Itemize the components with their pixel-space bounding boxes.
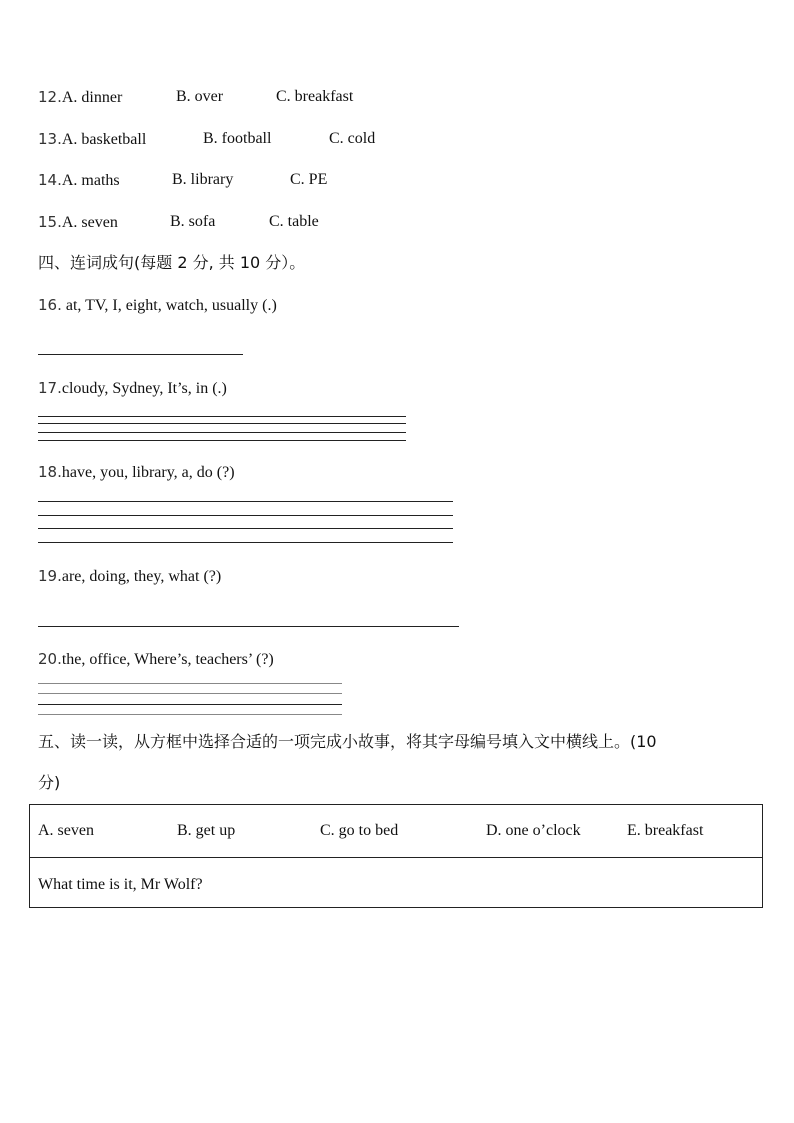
- answer-line[interactable]: [38, 714, 342, 715]
- option-a: A. seven: [61, 214, 118, 231]
- question-number: 17.: [38, 379, 62, 397]
- question-17: [38, 378, 227, 399]
- answer-line[interactable]: [38, 432, 406, 433]
- option-a: A. maths: [61, 172, 120, 189]
- word-bank-options-row: [30, 805, 762, 858]
- question-number: 19.: [38, 567, 62, 585]
- word-list: at, TV, I, eight, watch, usually (.): [61, 297, 277, 314]
- answer-line[interactable]: [38, 693, 342, 694]
- option-c: C. PE: [290, 171, 328, 188]
- question-13: [38, 129, 146, 150]
- option-b: B. football: [203, 130, 272, 147]
- option-c: C. cold: [329, 130, 376, 147]
- word-bank-option-c: C. go to bed: [320, 822, 399, 839]
- option-b: B. library: [172, 171, 234, 188]
- word-list: have, you, library, a, do (?): [61, 464, 235, 481]
- word-list: are, doing, they, what (?): [61, 568, 222, 585]
- question-14: [38, 170, 120, 191]
- option-b: B. sofa: [170, 213, 216, 230]
- word-bank-box: [29, 804, 763, 908]
- answer-line[interactable]: [38, 416, 406, 417]
- section-4-heading: 四、连词成句(每题 2 分, 共 10 分）。: [38, 253, 306, 272]
- section-5-heading: 五、读一读，从方框中选择合适的一项完成小故事，将其字母编号填入文中横线上。(10: [38, 732, 657, 751]
- word-bank-option-e: E. breakfast: [627, 822, 704, 839]
- question-18: [38, 462, 235, 483]
- answer-line[interactable]: [38, 440, 406, 441]
- question-15: [38, 212, 118, 233]
- question-number: 20.: [38, 650, 62, 668]
- word-bank-option-d: D. one o’clock: [486, 822, 581, 839]
- answer-line[interactable]: [38, 501, 453, 502]
- question-number: 12.: [38, 88, 62, 106]
- option-a: A. basketball: [61, 131, 147, 148]
- question-20: [38, 649, 274, 670]
- answer-line[interactable]: [38, 683, 342, 684]
- answer-line[interactable]: [38, 704, 342, 705]
- section-5-heading-cont: 分): [38, 773, 61, 792]
- question-19: [38, 566, 221, 587]
- option-c: C. table: [269, 213, 319, 230]
- answer-line[interactable]: [38, 515, 453, 516]
- answer-line[interactable]: [38, 542, 453, 543]
- answer-line[interactable]: [38, 528, 453, 529]
- question-number: 15.: [38, 213, 62, 231]
- word-list: the, office, Where’s, teachers’ (?): [61, 651, 274, 668]
- question-number: 13.: [38, 130, 62, 148]
- answer-line[interactable]: [38, 423, 406, 424]
- word-bank-option-b: B. get up: [177, 822, 236, 839]
- answer-line[interactable]: [38, 354, 243, 355]
- answer-line[interactable]: [38, 626, 459, 627]
- word-bank-option-a: A. seven: [38, 822, 94, 839]
- question-number: 16.: [38, 296, 62, 314]
- story-prompt: What time is it, Mr Wolf?: [38, 876, 203, 893]
- option-b: B. over: [176, 88, 224, 105]
- option-c: C. breakfast: [276, 88, 354, 105]
- question-12: [38, 87, 122, 108]
- question-number: 14.: [38, 171, 62, 189]
- option-a: A. dinner: [61, 89, 123, 106]
- word-list: cloudy, Sydney, It’s, in (.): [61, 380, 227, 397]
- question-number: 18.: [38, 463, 62, 481]
- question-16: [38, 295, 277, 316]
